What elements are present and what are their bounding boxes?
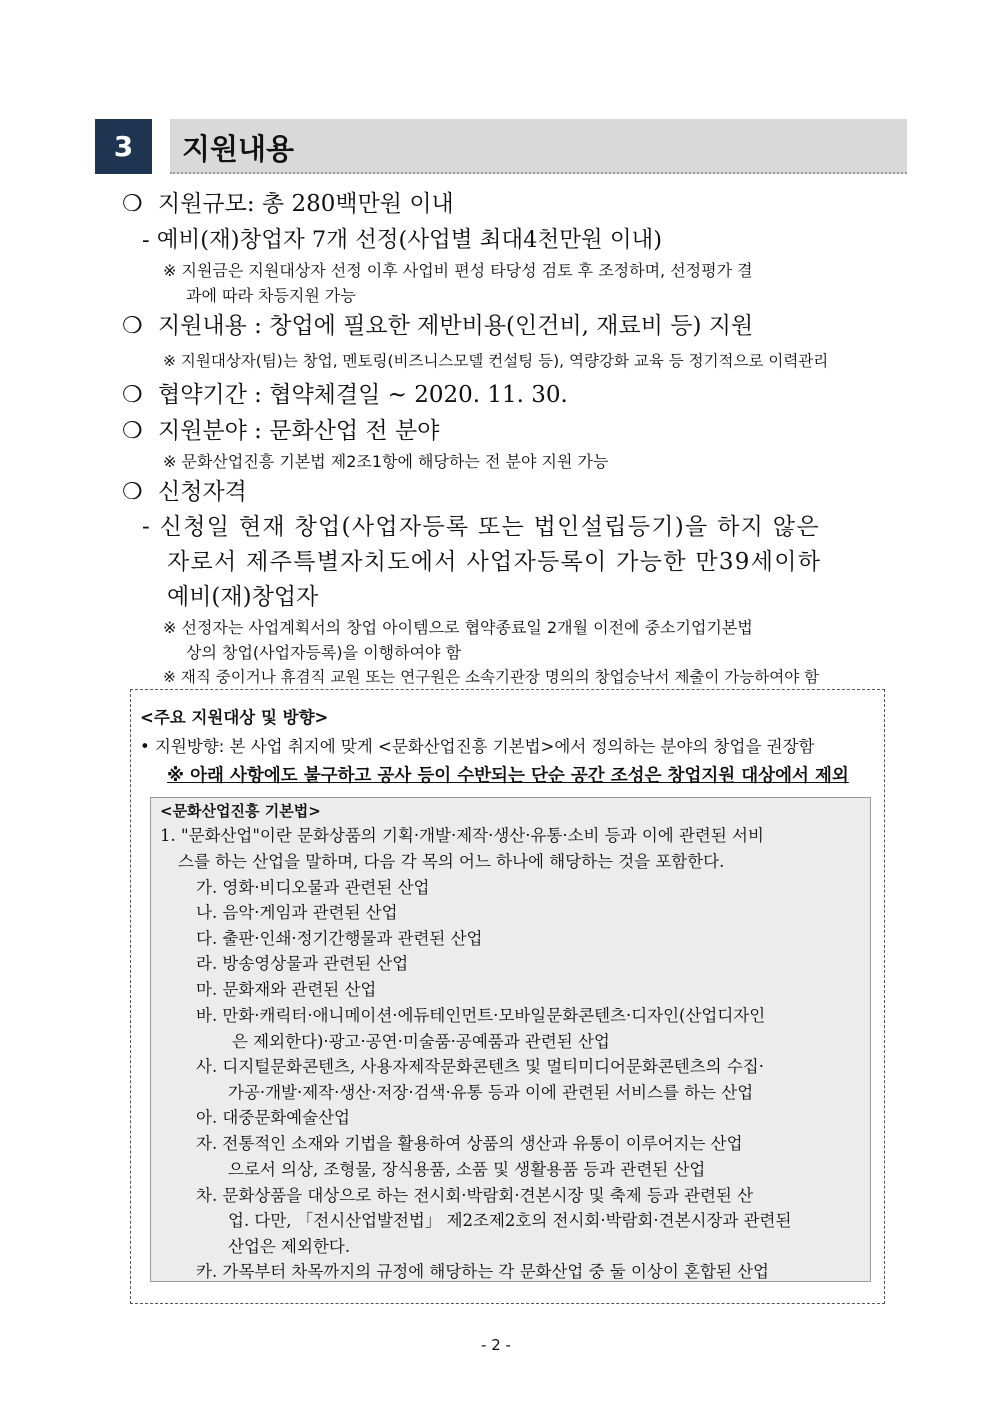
item-scale-sub: - 예비(재)창업자 7개 선정(사업별 최대4천만원 이내) [142, 227, 663, 253]
qualify-sub-1: - 신청일 현재 창업(사업자등록 또는 법인설립등기)을 하지 않은 [142, 514, 820, 540]
law-line: 사. 디지털문화콘텐츠, 사용자제작문화콘텐츠 및 멀티미디어문화콘텐츠의 수집· [196, 1057, 764, 1076]
law-line: 가. 영화·비디오물과 관련된 산업 [196, 878, 430, 897]
item-field-text: 지원분야 : 문화산업 전 분야 [158, 418, 440, 444]
item-period-text: 협약기간 : 협약체결일 ~ 2020. 11. 30. [158, 382, 568, 408]
law-line: 차. 문화상품을 대상으로 하는 전시회·박람회·견본시장 및 축제 등과 관련된 산 [196, 1186, 754, 1205]
law-line: 자. 전통적인 소재와 기법을 활용하여 상품의 생산과 유통이 이루어지는 산업 [196, 1134, 743, 1153]
box-direction: • 지원방향: 본 사업 취지에 맞게 <문화산업진흥 기본법>에서 정의하는 분야의 창업을 권장함 [140, 737, 815, 756]
law-line: 스를 하는 산업을 말하며, 다음 각 목의 어느 하나에 해당하는 것을 포함한다. [178, 852, 725, 871]
law-line: 아. 대중문화예술산업 [196, 1108, 350, 1127]
box-heading: <주요 지원대상 및 방향> [140, 708, 329, 727]
note-content: ※ 지원대상자(팀)는 창업, 멘토링(비즈니스모델 컨설팅 등), 역량강화 교육 등 정기적으로 이력관리 [163, 352, 829, 370]
circle-bullet-icon: ❍ [122, 191, 143, 217]
item-scale-text: 지원규모: 총 280백만원 이내 [158, 191, 454, 217]
circle-bullet-icon: ❍ [122, 418, 143, 444]
item-content [122, 307, 753, 340]
law-line: 산업은 제외한다. [228, 1237, 351, 1256]
law-line: 카. 가목부터 차목까지의 규정에 해당하는 각 문화산업 중 둘 이상이 혼합된 산업 [196, 1262, 769, 1281]
item-qualify-text: 신청자격 [158, 479, 247, 505]
law-line: 바. 만화·캐릭터·애니메이션·에듀테인먼트·모바일문화콘텐츠·디자인(산업디자인 [196, 1006, 766, 1025]
circle-bullet-icon: ❍ [122, 313, 143, 339]
law-line: 마. 문화재와 관련된 산업 [196, 980, 377, 999]
box-warning: ※ 아래 사항에도 불구하고 공사 등이 수반되는 단순 공간 조성은 창업지원 대상에서 제외 [167, 766, 849, 786]
law-line: 은 제외한다)·광고·공연·미술품·공예품과 관련된 산업 [232, 1032, 610, 1051]
circle-bullet-icon: ❍ [122, 382, 143, 408]
item-content-text: 지원내용 : 창업에 필요한 제반비용(인건비, 재료비 등) 지원 [158, 313, 754, 339]
law-line: 으로서 의상, 조형물, 장식용품, 소품 및 생활용품 등과 관련된 산업 [228, 1160, 706, 1179]
section-title-bar [170, 119, 907, 174]
note-qualify-2: 상의 창업(사업자등록)을 이행하여야 함 [186, 643, 462, 662]
note-scale-2: 과에 따라 차등지원 가능 [186, 286, 356, 305]
note-qualify-1: ※ 선정자는 사업계획서의 창업 아이템으로 협약종료일 2개월 이전에 중소기업기본법 [163, 618, 753, 637]
law-line: 나. 음악·게임과 관련된 산업 [196, 903, 398, 922]
law-line: 라. 방송영상물과 관련된 산업 [196, 954, 409, 973]
circle-bullet-icon: ❍ [122, 479, 143, 505]
law-title: <문화산업진흥 기본법> [160, 802, 321, 820]
section-title: 지원내용 [182, 132, 295, 166]
note-scale-1: ※ 지원금은 지원대상자 선정 이후 사업비 편성 타당성 검토 후 조정하며, 선정평가 결 [163, 261, 753, 280]
page-number: - 2 - [481, 1336, 511, 1354]
note-field: ※ 문화산업진흥 기본법 제2조1항에 해당하는 전 분야 지원 가능 [163, 452, 609, 471]
item-field [122, 412, 439, 445]
section-number: 3 [95, 119, 152, 174]
item-scale [122, 185, 454, 218]
item-period [122, 376, 568, 409]
qualify-sub-3: 예비(재)창업자 [167, 584, 319, 610]
law-line: 1. "문화산업"이란 문화상품의 기획·개발·제작·생산·유통·소비 등과 이에 관련된 서비 [160, 826, 764, 845]
law-line: 다. 출판·인쇄·정기간행물과 관련된 산업 [196, 929, 483, 948]
law-line: 업. 다만, 「전시산업발전법」 제2조제2호의 전시회·박람회·견본시장과 관련된 [228, 1211, 792, 1230]
item-qualify [122, 473, 247, 506]
qualify-sub-2: 자로서 제주특별자치도에서 사업자등록이 가능한 만39세이하 [167, 549, 822, 575]
law-line: 가공·개발·제작·생산·저장·검색·유통 등과 이에 관련된 서비스를 하는 산업 [228, 1083, 754, 1102]
note-qualify-3: ※ 재직 중이거나 휴겸직 교원 또는 연구원은 소속기관장 명의의 창업승낙서 제출이 가능하여야 함 [163, 668, 820, 686]
